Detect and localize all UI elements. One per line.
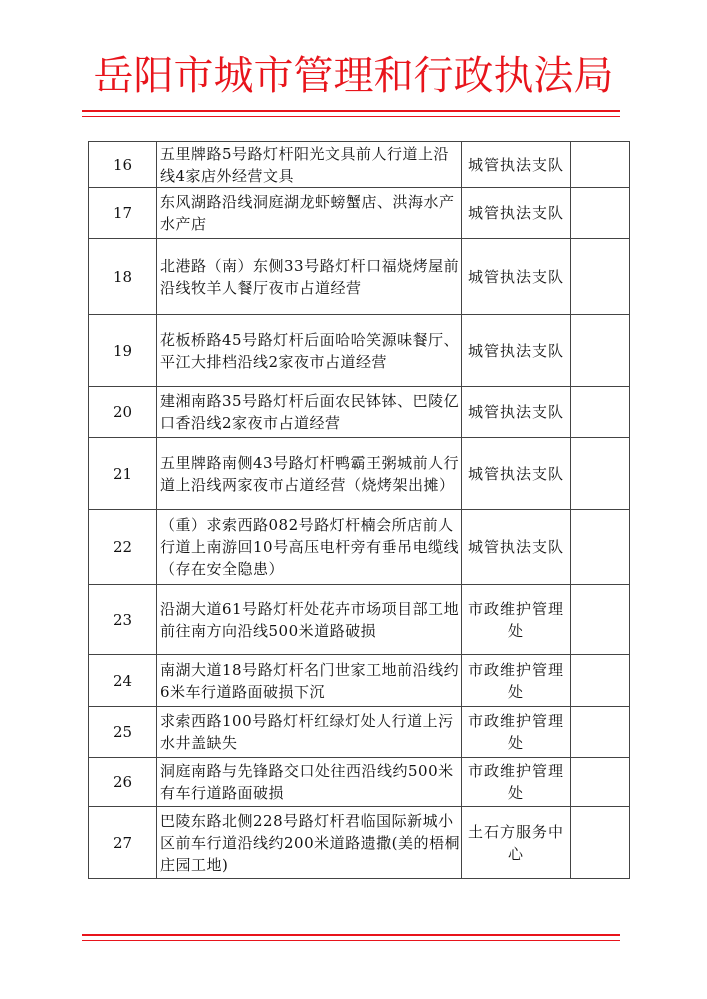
responsible-department: 土石方服务中心 (462, 807, 571, 879)
row-number: 23 (89, 585, 157, 655)
issue-description: 北港路（南）东侧33号路灯杆口福烧烤屋前沿线牧羊人餐厅夜市占道经营 (157, 239, 462, 315)
responsible-department: 市政维护管理处 (462, 655, 571, 707)
issue-description: （重）求索西路082号路灯杆楠会所店前人行道上南游回10号高压电杆旁有垂吊电缆线（存在安全隐患） (157, 510, 462, 585)
header-rule-thick (82, 110, 620, 112)
issue-description: 建湘南路35号路灯杆后面农民钵钵、巴陵亿口香沿线2家夜市占道经营 (157, 387, 462, 438)
issue-description: 洞庭南路与先锋路交口处往西沿线约500米有车行道路面破损 (157, 758, 462, 807)
document-header-title: 岳阳市城市管理和行政执法局 (93, 53, 614, 99)
responsible-department: 市政维护管理处 (462, 758, 571, 807)
issue-description: 巴陵东路北侧228号路灯杆君临国际新城小区前车行道沿线约200米道路遗撒(美的梧桐庄园工地) (157, 807, 462, 879)
row-number: 16 (89, 142, 157, 188)
table-row (89, 655, 630, 707)
row-number: 26 (89, 758, 157, 807)
row-number: 19 (89, 315, 157, 387)
table-row (89, 188, 630, 239)
issue-description: 东风湖路沿线洞庭湖龙虾螃蟹店、洪海水产水产店 (157, 188, 462, 239)
table-row (89, 585, 630, 655)
footer-rule-thin (82, 940, 620, 941)
issue-description: 南湖大道18号路灯杆名门世家工地前沿线约6米车行道路面破损下沉 (157, 655, 462, 707)
issue-table (88, 141, 630, 879)
row-number: 25 (89, 707, 157, 758)
responsible-department: 城管执法支队 (462, 315, 571, 387)
responsible-department: 市政维护管理处 (462, 707, 571, 758)
note-cell (571, 655, 630, 707)
table-row (89, 142, 630, 188)
row-number: 22 (89, 510, 157, 585)
responsible-department: 城管执法支队 (462, 438, 571, 510)
note-cell (571, 315, 630, 387)
table-row (89, 438, 630, 510)
note-cell (571, 758, 630, 807)
issue-description: 五里牌路5号路灯杆阳光文具前人行道上沿线4家店外经营文具 (157, 142, 462, 188)
issue-description: 沿湖大道61号路灯杆处花卉市场项目部工地前往南方向沿线500米道路破损 (157, 585, 462, 655)
table-row (89, 707, 630, 758)
row-number: 27 (89, 807, 157, 879)
table-row (89, 315, 630, 387)
note-cell (571, 438, 630, 510)
issue-description: 求索西路100号路灯杆红绿灯处人行道上污水井盖缺失 (157, 707, 462, 758)
responsible-department: 市政维护管理处 (462, 585, 571, 655)
table-row (89, 387, 630, 438)
table-row (89, 510, 630, 585)
header-rule-thin (82, 116, 620, 117)
note-cell (571, 510, 630, 585)
note-cell (571, 387, 630, 438)
responsible-department: 城管执法支队 (462, 510, 571, 585)
table-row (89, 807, 630, 879)
responsible-department: 城管执法支队 (462, 142, 571, 188)
note-cell (571, 239, 630, 315)
note-cell (571, 707, 630, 758)
issue-description: 五里牌路南侧43号路灯杆鸭霸王粥城前人行道上沿线两家夜市占道经营（烧烤架出摊） (157, 438, 462, 510)
note-cell (571, 188, 630, 239)
responsible-department: 城管执法支队 (462, 387, 571, 438)
note-cell (571, 585, 630, 655)
row-number: 18 (89, 239, 157, 315)
row-number: 21 (89, 438, 157, 510)
table-row (89, 758, 630, 807)
row-number: 17 (89, 188, 157, 239)
note-cell (571, 142, 630, 188)
responsible-department: 城管执法支队 (462, 239, 571, 315)
footer-rule-thick (82, 934, 620, 936)
issue-description: 花板桥路45号路灯杆后面哈哈笑源味餐厅、平江大排档沿线2家夜市占道经营 (157, 315, 462, 387)
table-row (89, 239, 630, 315)
row-number: 20 (89, 387, 157, 438)
note-cell (571, 807, 630, 879)
row-number: 24 (89, 655, 157, 707)
responsible-department: 城管执法支队 (462, 188, 571, 239)
